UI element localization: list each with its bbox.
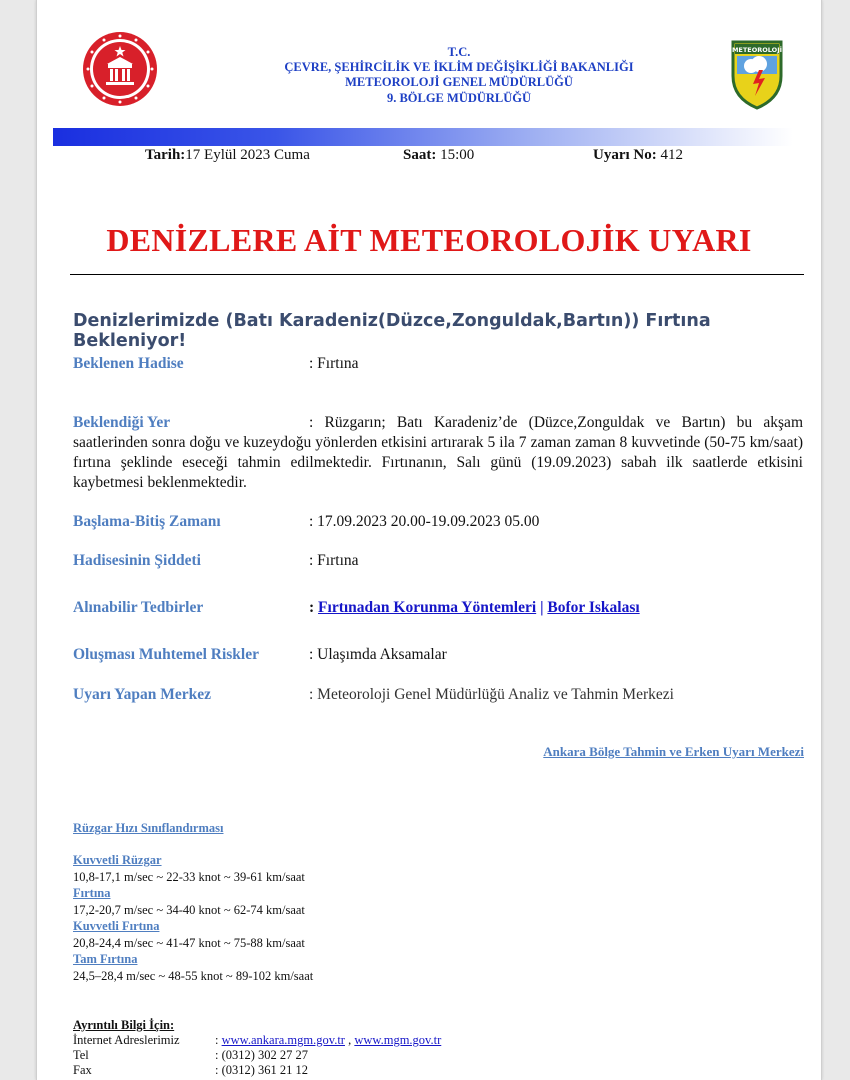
document-page — [36, 0, 822, 1080]
warning-number-value: 412 — [656, 147, 683, 163]
web-sep: : — [215, 1033, 222, 1047]
measures-separator: | — [536, 599, 548, 616]
fax-value: : (0312) 361 21 12 — [215, 1063, 309, 1077]
regional-center-link[interactable]: Ankara Bölge Tahmin ve Erken Uyarı Merkezi — [543, 744, 804, 759]
wind-class-value: 17,2-20,7 m/sec ~ 34-40 knot ~ 62-74 km/saat — [73, 902, 305, 917]
header-directorate: METEOROLOJİ GENEL MÜDÜRLÜĞÜ — [345, 75, 573, 89]
wind-class-value: 10,8-17,1 m/sec ~ 22-33 knot ~ 39-61 km/saat — [73, 869, 305, 884]
time-line — [403, 147, 474, 164]
tel-value: : (0312) 302 27 27 — [215, 1048, 309, 1062]
measures-value — [309, 599, 640, 617]
warning-number-line — [593, 147, 683, 164]
meteorology-logo-icon — [729, 38, 785, 110]
contact-heading: Ayrıntılı Bilgi İçin: — [73, 1018, 175, 1032]
tel-row — [73, 1048, 441, 1063]
fax-row — [73, 1063, 441, 1078]
place-value: : Rüzgarın; Batı Karadeniz’de (Düzce,Zonguldak ve Bartın) bu akşam saatlerinden sonra doğu ve kuzeydoğu yönlerden etkisini artırarak 5 ila 7 zaman zaman 8 kuvvetinde (50-75 km/saat) fırtına şeklinde eseceği tahmin edilmektedir. Fırtınanın, Salı günü (19.09.2023) sabah ilk saatlerde etkisini kaybetmesi beklenmektedir. — [73, 414, 803, 491]
wind-class-name: Tam Fırtına — [73, 952, 138, 966]
place-paragraph — [73, 413, 803, 493]
issuing-center-label: Uyarı Yapan Merkez — [73, 686, 212, 703]
meteorology-logo-text: METEOROLOJİ — [731, 46, 783, 54]
issuing-center-value: : Meteoroloji Genel Müdürlüğü Analiz ve Tahmin Merkezi — [309, 686, 674, 703]
time-range-value: : 17.09.2023 20.00-19.09.2023 05.00 — [309, 513, 540, 530]
web-row — [73, 1033, 441, 1048]
time-value: 15:00 — [436, 147, 475, 163]
event-label: Beklenen Hadise — [73, 355, 184, 372]
wind-class-name: Kuvvetli Fırtına — [73, 919, 160, 933]
wind-classification-list — [73, 852, 313, 984]
header-ministry: ÇEVRE, ŞEHİRCİLİK VE İKLİM DEĞİŞİKLİĞİ BAKANLIĞI — [284, 60, 634, 74]
wind-class-name: Fırtına — [73, 886, 111, 900]
date-label: Tarih: — [145, 147, 186, 163]
wind-class-name: Kuvvetli Rüzgar — [73, 853, 162, 867]
wind-class-value: 24,5–28,4 m/sec ~ 48-55 knot ~ 89-102 km/saat — [73, 968, 314, 983]
tel-label: Tel — [73, 1048, 89, 1062]
measures-prefix: : — [309, 599, 319, 616]
storm-protection-link[interactable]: Fırtınadan Korunma Yöntemleri — [318, 599, 537, 616]
beaufort-scale-link[interactable]: Bofor Iskalası — [547, 599, 640, 616]
time-label: Saat: — [403, 147, 437, 163]
wind-class-value: 20,8-24,4 m/sec ~ 41-47 knot ~ 75-88 km/saat — [73, 935, 305, 950]
place-label: Beklendiği Yer — [73, 414, 171, 431]
risks-label: Oluşması Muhtemel Riskler — [73, 646, 259, 663]
date-value: 17 Eylül 2023 Cuma — [185, 147, 310, 163]
web-label: İnternet Adreslerimiz — [73, 1033, 180, 1047]
header-region: 9. BÖLGE MÜDÜRLÜĞÜ — [386, 91, 532, 105]
measures-label: Alınabilir Tedbirler — [73, 599, 204, 616]
date-line — [145, 147, 310, 164]
warning-subtitle: Denizlerimizde (Batı Karadeniz(Düzce,Zonguldak,Bartın)) Fırtına Bekleniyor! — [73, 311, 711, 351]
risks-value: : Ulaşımda Aksamalar — [309, 646, 447, 663]
contact-info — [73, 1018, 441, 1078]
severity-value: : Fırtına — [309, 552, 359, 569]
header-tc: T.C. — [447, 45, 471, 59]
severity-label: Hadisesinin Şiddeti — [73, 552, 201, 569]
page-title: DENİZLERE AİT METEOROLOJİK UYARI — [106, 222, 752, 258]
mgm-website-link[interactable]: www.mgm.gov.tr — [354, 1033, 442, 1047]
event-value: : Fırtına — [309, 355, 359, 372]
time-range-label: Başlama-Bitiş Zamanı — [73, 513, 221, 530]
ankara-website-link[interactable]: www.ankara.mgm.gov.tr — [221, 1033, 345, 1047]
wind-classification-heading: Rüzgar Hızı Sınıflandırması — [73, 821, 224, 835]
title-divider — [70, 274, 804, 275]
fax-label: Fax — [73, 1063, 92, 1077]
header-gradient-bar — [53, 128, 793, 146]
web-comma: , — [344, 1033, 355, 1047]
warning-number-label: Uyarı No: — [593, 147, 657, 163]
